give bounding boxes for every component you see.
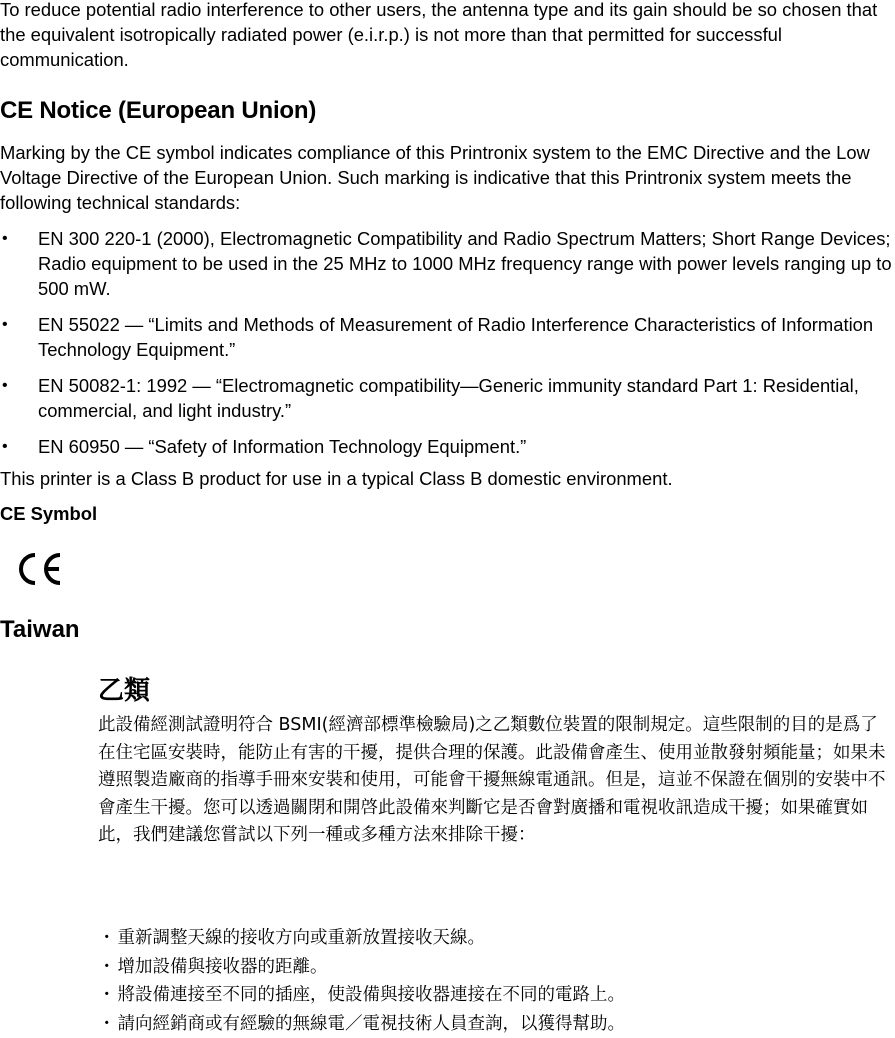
ce-notice-paragraph: Marking by the CE symbol indicates compliance of this Printronix system to the EMC Directive and the Low Voltage Directive of the European Union. Such marking is indicative that this Printronix system meets the following technical standards: bbox=[0, 140, 895, 215]
standards-list bbox=[0, 226, 895, 470]
standard-item bbox=[0, 373, 895, 423]
bullet-icon: • bbox=[2, 226, 8, 251]
taiwan-measure-item bbox=[98, 1010, 895, 1038]
standard-item bbox=[0, 226, 895, 301]
standard-item bbox=[0, 434, 895, 459]
bullet-icon: ・ bbox=[98, 985, 116, 1005]
taiwan-measure-text: 請向經銷商或有經驗的無線電／電視技術人員查詢，以獲得幫助。 bbox=[118, 1014, 626, 1034]
standard-item bbox=[0, 312, 895, 362]
taiwan-measure-item bbox=[98, 981, 895, 1010]
bullet-icon: • bbox=[2, 434, 8, 459]
taiwan-measure-text: 將設備連接至不同的插座，使設備與接收器連接在不同的電路上。 bbox=[118, 985, 626, 1005]
ce-notice-heading: CE Notice (European Union) bbox=[0, 97, 316, 125]
bullet-icon: ・ bbox=[98, 957, 116, 977]
bullet-icon: • bbox=[2, 373, 8, 398]
taiwan-measure-item bbox=[98, 953, 895, 982]
class-b-note: This printer is a Class B product for use in a typical Class B domestic environment. bbox=[0, 466, 895, 491]
taiwan-body-paragraph: 此設備經測試證明符合 BSMI(經濟部標準檢驗局)之乙類數位裝置的限制規定。這些限制的目的是爲了在住宅區安裝時，能防止有害的干擾，提供合理的保護。此設備會產生、使用並散發射頻能量；如果未遵照製造廠商的指導手冊來安裝和使用，可能會干擾無線電通訊。但是，這並不保證在個別的安裝中不會產生干擾。您可以透過關閉和開啓此設備來判斷它是否會對廣播和電視收訊造成干擾；如果確實如此，我們建議您嘗試以下列一種或多種方法來排除干擾： bbox=[98, 712, 895, 850]
taiwan-measure-item bbox=[98, 924, 895, 953]
standard-text: EN 55022 — “Limits and Methods of Measurement of Radio Interference Characteristics of Information Technology Equipment.” bbox=[38, 314, 873, 360]
bullet-icon: • bbox=[2, 312, 8, 337]
standard-text: EN 300 220-1 (2000), Electromagnetic Compatibility and Radio Spectrum Matters; Short Range Devices; Radio equipment to be used in the 25 MHz to 1000 MHz frequency range with power levels ranging up to 500 mW. bbox=[38, 228, 892, 299]
taiwan-class-title: 乙類 bbox=[98, 670, 150, 707]
bullet-icon: ・ bbox=[98, 928, 116, 948]
intro-paragraph: To reduce potential radio interference to other users, the antenna type and its gain should be so chosen that the equivalent isotropically radiated power (e.i.r.p.) is not more than that permitted for successful communication. bbox=[0, 0, 895, 72]
bullet-icon: ・ bbox=[98, 1014, 116, 1034]
ce-mark-icon bbox=[15, 551, 63, 587]
standard-text: EN 60950 — “Safety of Information Technology Equipment.” bbox=[38, 436, 526, 457]
taiwan-measure-text: 重新調整天線的接收方向或重新放置接收天線。 bbox=[118, 928, 486, 948]
standard-text: EN 50082-1: 1992 — “Electromagnetic compatibility—Generic immunity standard Part 1: Residential, commercial, and light industry.” bbox=[38, 375, 859, 421]
taiwan-measures-list bbox=[98, 924, 895, 1038]
ce-symbol-label: CE Symbol bbox=[0, 503, 97, 525]
taiwan-heading: Taiwan bbox=[0, 616, 80, 644]
taiwan-measure-text: 增加設備與接收器的距離。 bbox=[118, 957, 328, 977]
